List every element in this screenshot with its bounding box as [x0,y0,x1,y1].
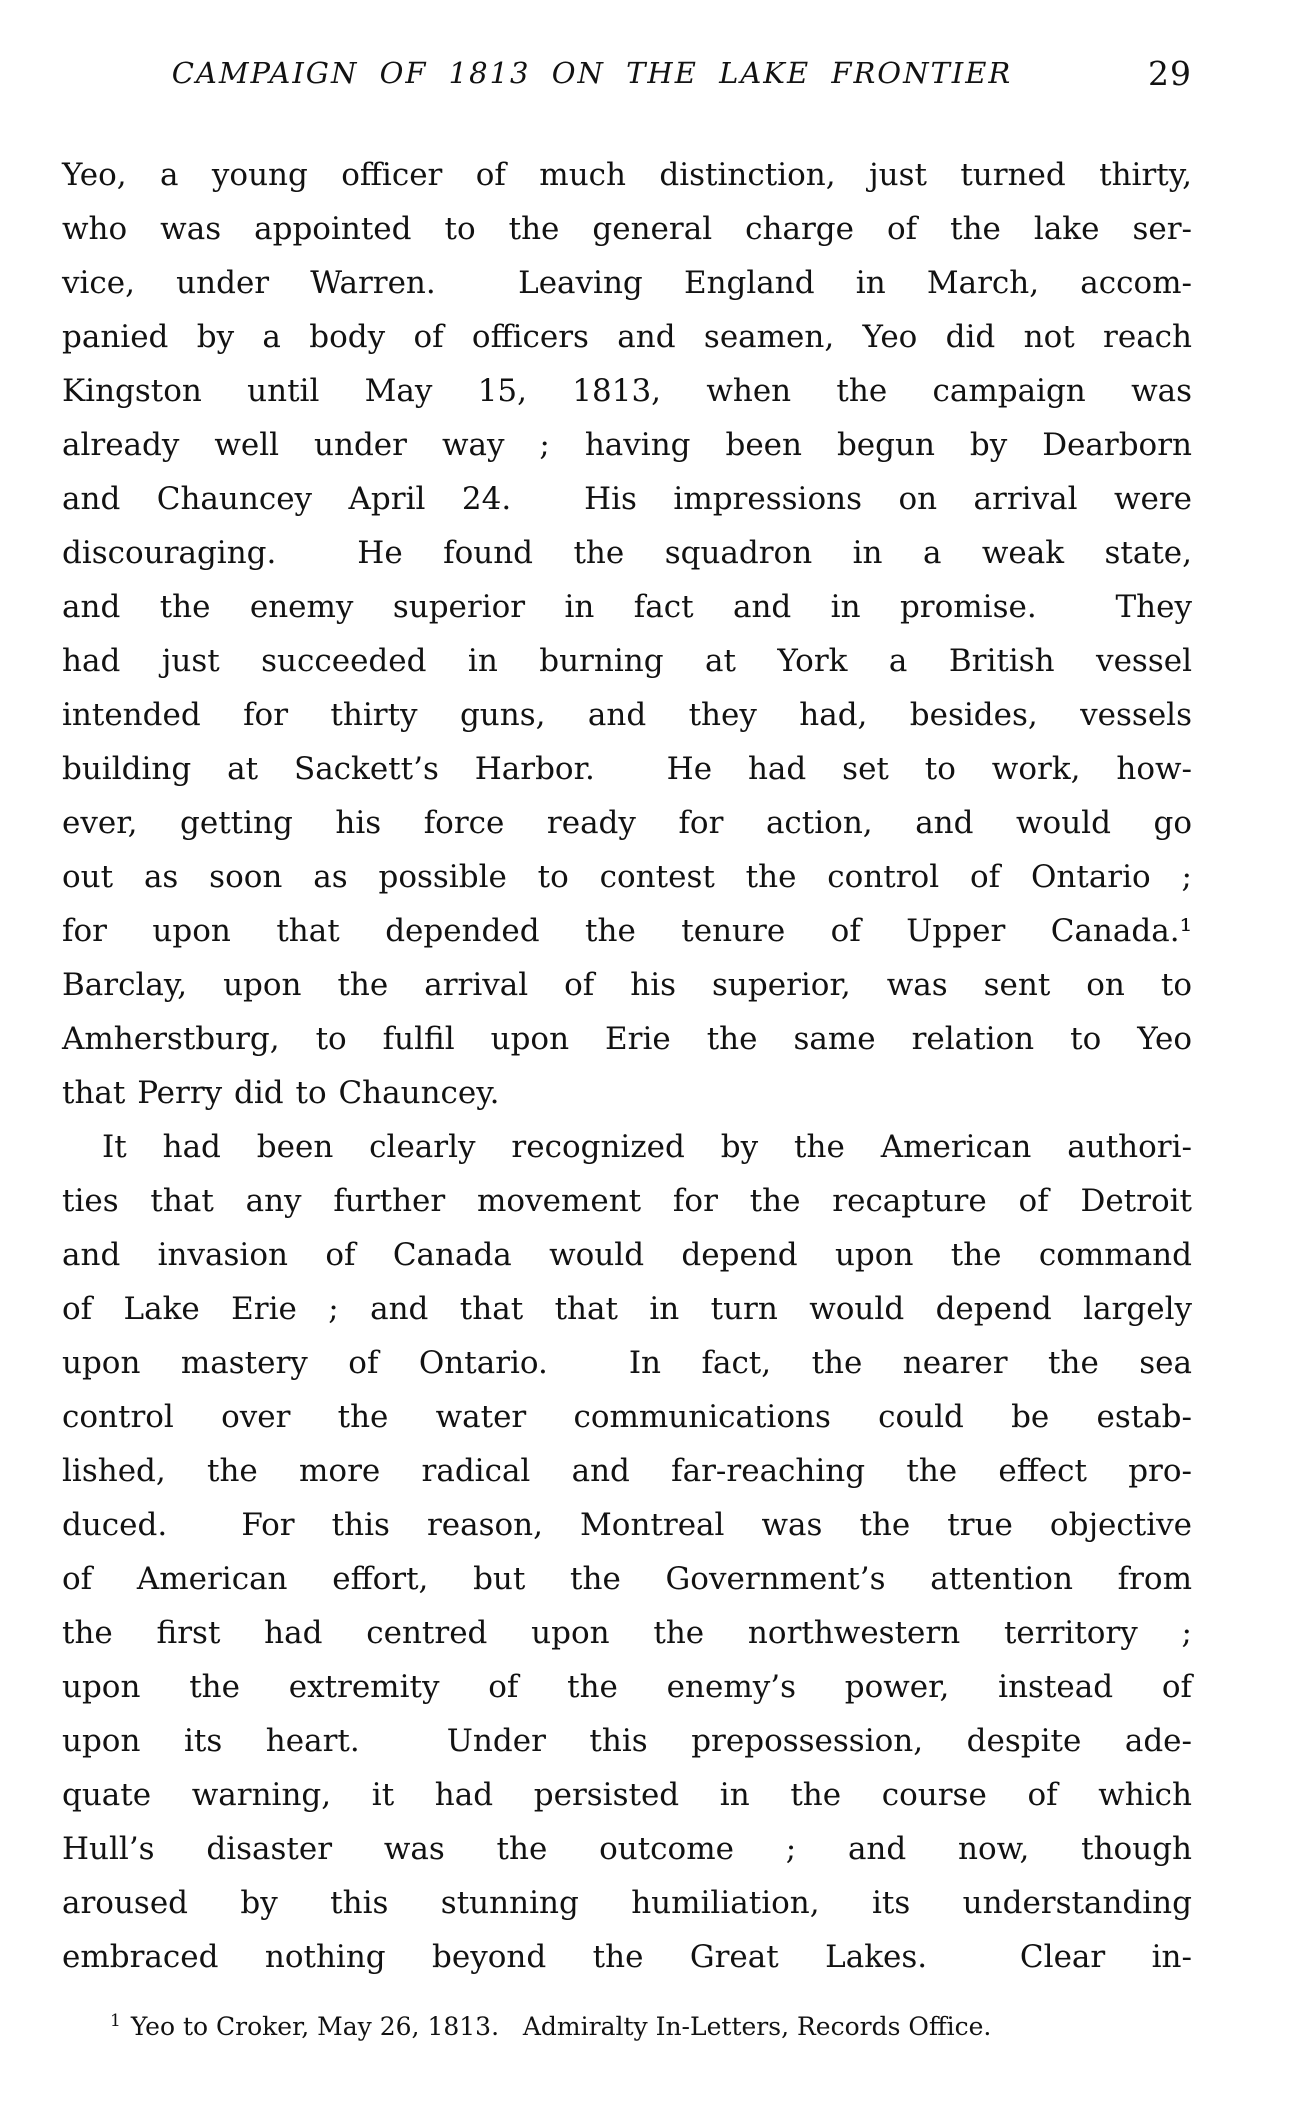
text-line: ties that any further movement for the recapture of Detroit [62,1183,1192,1219]
text-line: quate warning, it had persisted in the course of which [62,1777,1192,1813]
text-line: Kingston until May 15, 1813, when the campaign was [62,373,1192,409]
text-line: already well under way ; having been begun by Dearborn [62,427,1192,463]
text-line: Amherstburg, to fulfil upon Erie the same relation to Yeo [62,1021,1192,1057]
text-line: and the enemy superior in fact and in promise. They [62,589,1192,625]
text-line: Yeo, a young officer of much distinction, just turned thirty, [62,157,1192,193]
text-line: Hull’s disaster was the outcome ; and now, though [62,1831,1192,1867]
text-line: discouraging. He found the squadron in a weak state, [62,535,1192,571]
text-line: Barclay, upon the arrival of his superior, was sent on to [62,967,1192,1003]
text-line: It had been clearly recognized by the American authori- [102,1129,1192,1165]
text-line: of American effort, but the Government’s attention from [62,1561,1192,1597]
paragraph [62,148,1192,1120]
text-line: of Lake Erie ; and that that in turn would depend largely [62,1291,1192,1327]
text-line-with-footnote-ref: for upon that depended the tenure of Upper Canada.¹ [62,913,1192,949]
text-line: and Chauncey April 24. His impressions on arrival were [62,481,1192,517]
text-line: lished, the more radical and far-reaching the effect pro- [62,1453,1192,1489]
running-header [62,56,1192,100]
text-line: upon its heart. Under this prepossession, despite ade- [62,1723,1192,1759]
text-line: upon the extremity of the enemy’s power, instead of [62,1669,1192,1705]
page-number: 29 [1148,54,1192,93]
running-header-title: CAMPAIGN OF 1813 ON THE LAKE FRONTIER [171,56,1013,90]
text-line: the first had centred upon the northwestern territory ; [62,1615,1192,1651]
text-line: vice, under Warren. Leaving England in March, accom- [62,265,1192,301]
text-line: ever, getting his force ready for action, and would go [62,805,1192,841]
text-line: had just succeeded in burning at York a British vessel [62,643,1192,679]
footnote-text: Yeo to Croker, May 26, 1813. Admiralty In-Letters, Records Office. [130,2012,992,2041]
text-line: control over the water communications could be estab- [62,1399,1192,1435]
paragraph [62,1120,1192,1984]
text-line: who was appointed to the general charge of the lake ser- [62,211,1192,247]
text-line: duced. For this reason, Montreal was the true objective [62,1507,1192,1543]
footnote [110,2010,1192,2044]
text-line: embraced nothing beyond the Great Lakes. Clear in- [62,1939,1192,1975]
text-line: out as soon as possible to contest the control of Ontario ; [62,859,1192,895]
text-line: that Perry did to Chauncey. [62,1075,500,1111]
text-line: panied by a body of officers and seamen, Yeo did not reach [62,319,1192,355]
text-line: intended for thirty guns, and they had, besides, vessels [62,697,1192,733]
text-line: upon mastery of Ontario. In fact, the nearer the sea [62,1345,1192,1381]
text-line: and invasion of Canada would depend upon the command [62,1237,1192,1273]
text-line: aroused by this stunning humiliation, its understanding [62,1885,1192,1921]
text-line: building at Sackett’s Harbor. He had set to work, how- [62,751,1192,787]
body-text [62,148,1192,1984]
footnote-marker: 1 [110,2010,121,2031]
